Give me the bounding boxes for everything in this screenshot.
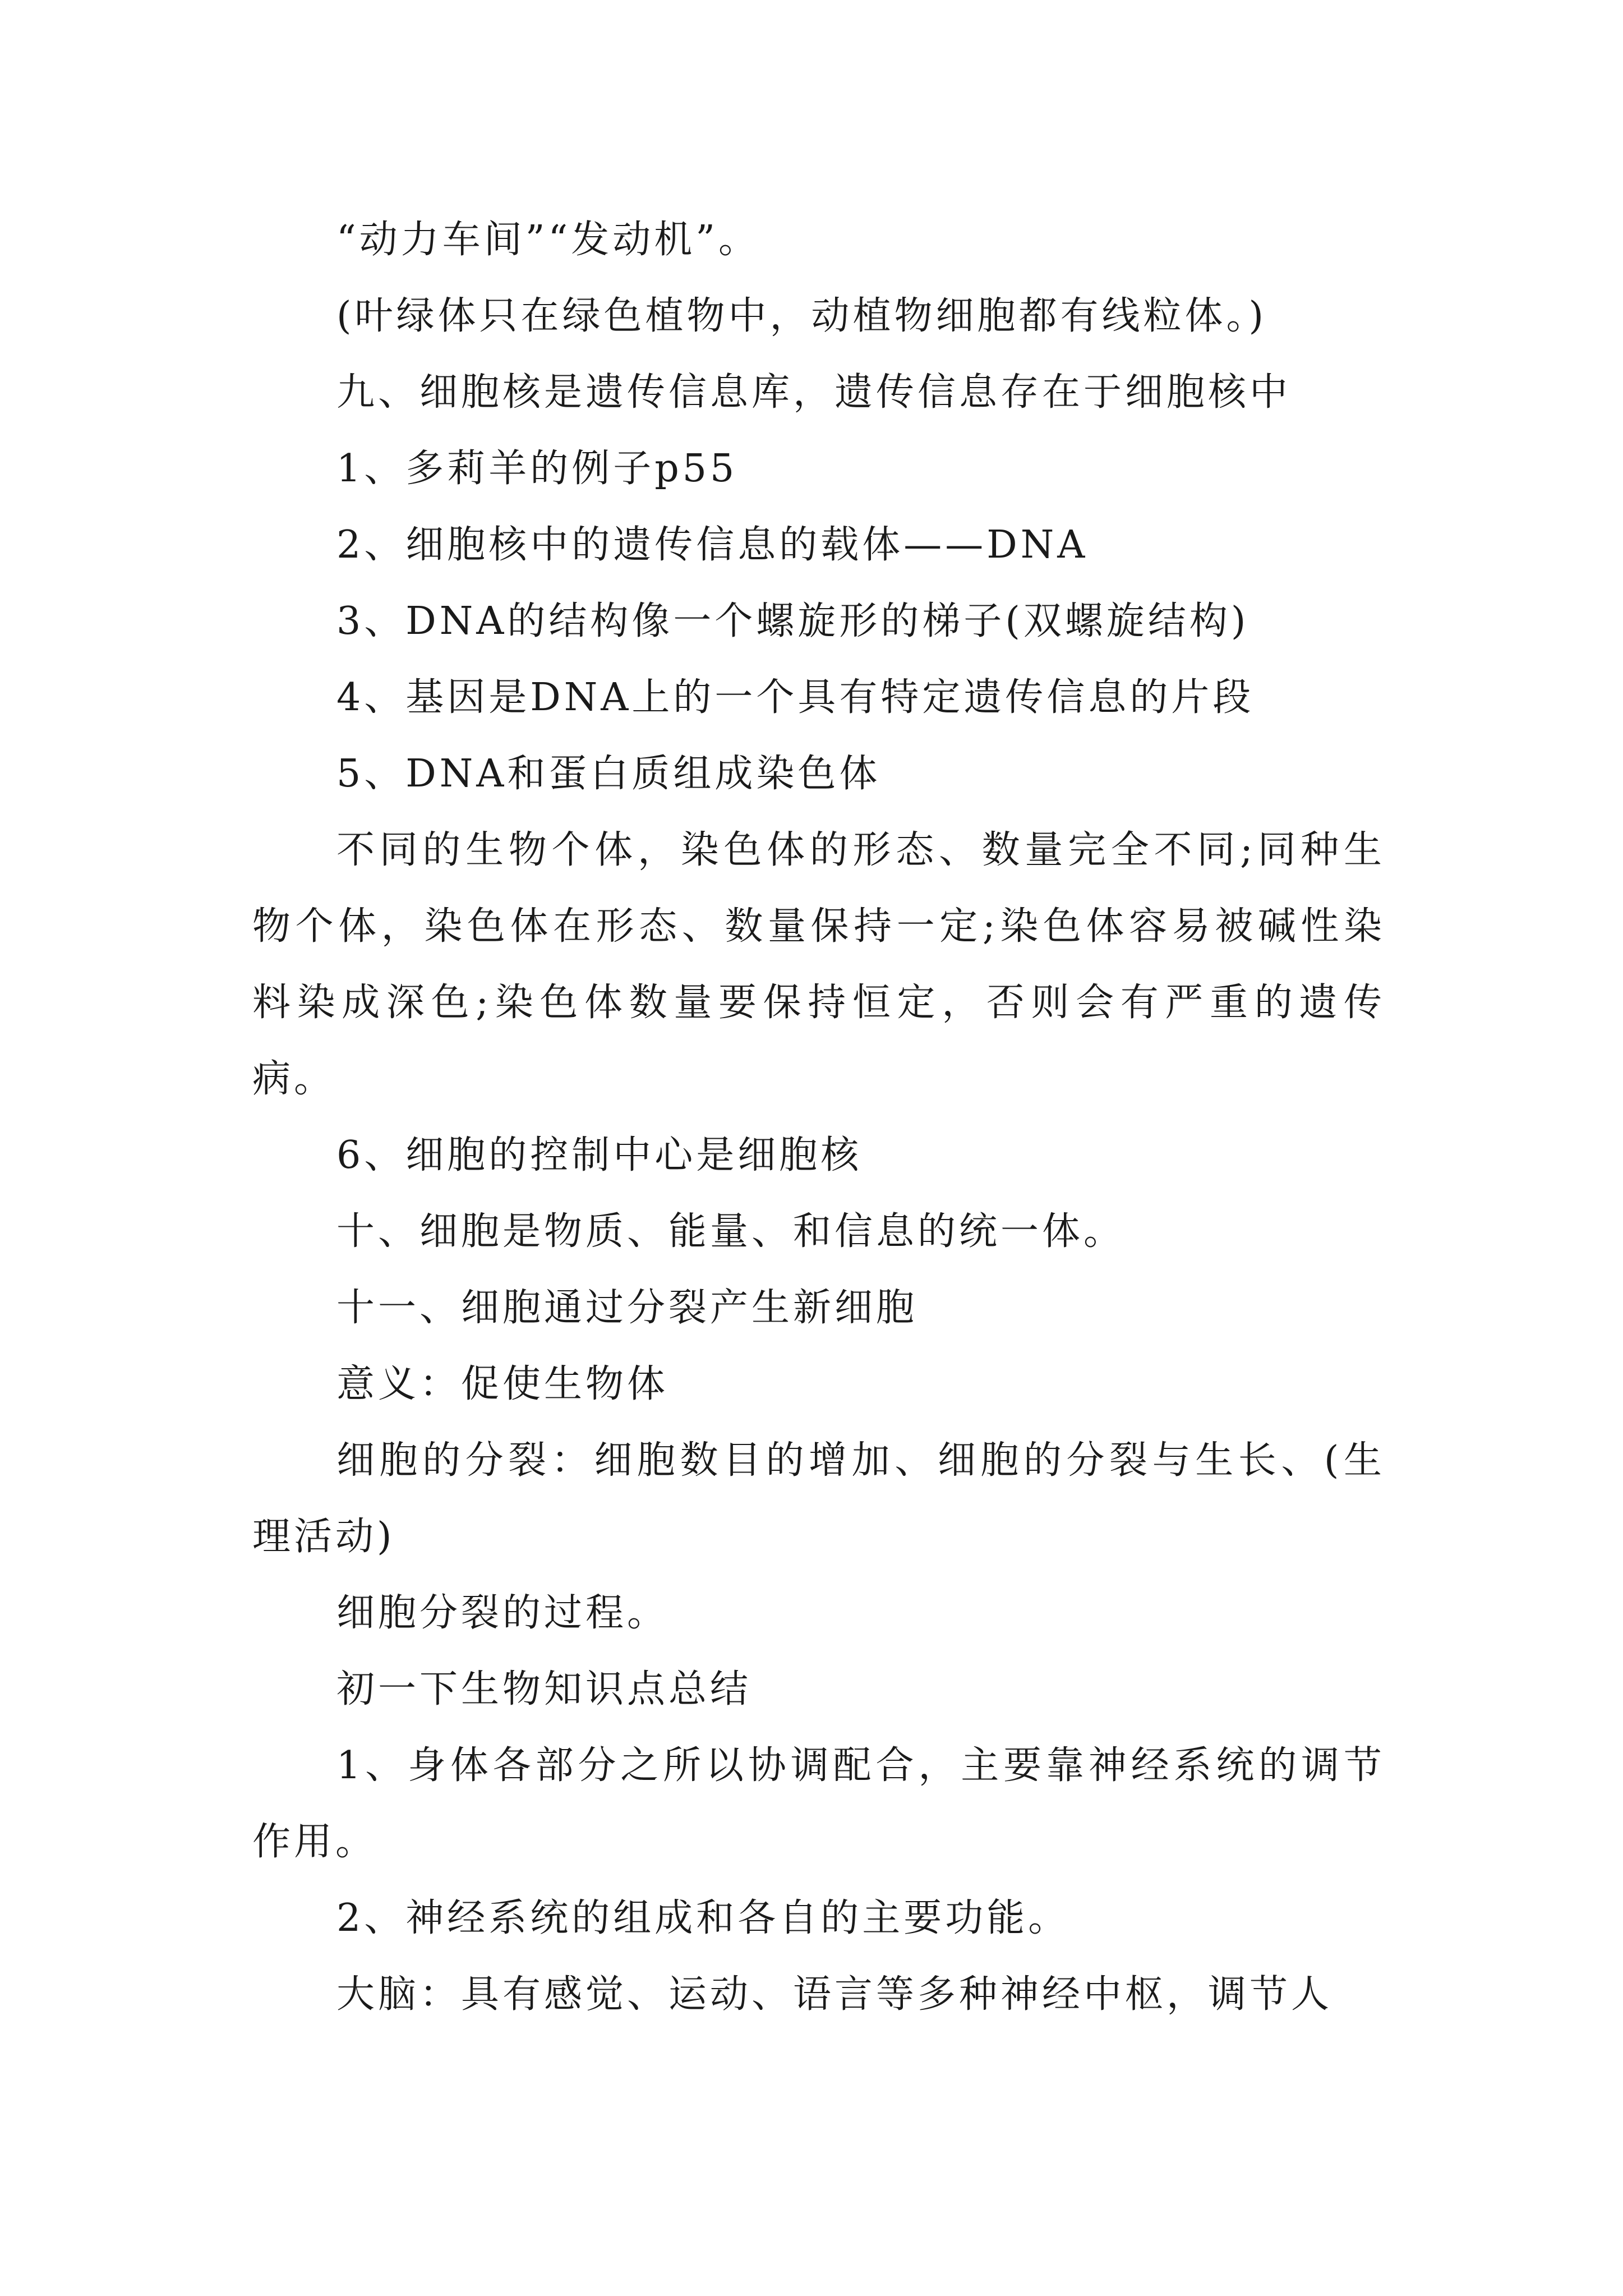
- paragraph-division-process: 细胞分裂的过程。: [336, 1591, 669, 1635]
- list-item-control-center: 6、细胞的控制中心是细胞核: [336, 1133, 863, 1177]
- heading-cell-unity: 十、细胞是物质、能量、和信息的统一体。: [336, 1209, 1126, 1254]
- heading-cell-division: 十一、细胞通过分裂产生新细胞: [336, 1286, 918, 1330]
- list-item-gene: 4、基因是DNA上的一个具有特定遗传信息的片段: [336, 675, 1255, 720]
- list-item-chromosome: 5、DNA和蛋白质组成染色体: [336, 752, 881, 796]
- paragraph-significance: 意义：促使生物体: [336, 1362, 669, 1406]
- paragraph-division-definition: 细胞的分裂：细胞数目的增加、细胞的分裂与生长、(生理活动): [252, 1438, 1385, 1559]
- paragraph-chloroplast-note: (叶绿体只在绿色植物中，动植物细胞都有线粒体。): [336, 294, 1267, 338]
- list-item-dna-structure: 3、DNA的结构像一个螺旋形的梯子(双螺旋结构): [336, 599, 1249, 643]
- paragraph-brain: 大脑：具有感觉、运动、语言等多种神经中枢，调节人: [336, 1972, 1333, 2017]
- paragraph-power-workshop: “动力车间”“发动机”。: [336, 218, 760, 262]
- list-item-dolly: 1、多莉羊的例子p55: [336, 447, 738, 491]
- heading-nucleus: 九、细胞核是遗传信息库，遗传信息存在于细胞核中: [336, 370, 1292, 415]
- list-item-nervous-coordination: 1、身体各部分之所以协调配合，主要靠神经系统的调节作用。: [252, 1743, 1385, 1864]
- document-body: [252, 202, 1385, 2033]
- list-item-nervous-composition: 2、神经系统的组成和各自的主要功能。: [336, 1896, 1070, 1940]
- list-item-dna-carrier: 2、细胞核中的遗传信息的载体——DNA: [336, 523, 1089, 567]
- section-title-summary: 初一下生物知识点总结: [336, 1667, 752, 1711]
- paragraph-chromosome-details: 不同的生物个体，染色体的形态、数量完全不同;同种生物个体，染色体在形态、数量保持一定;染色体容易被碱性染料染成深色;染色体数量要保持恒定，否则会有严重的遗传病。: [252, 828, 1385, 1101]
